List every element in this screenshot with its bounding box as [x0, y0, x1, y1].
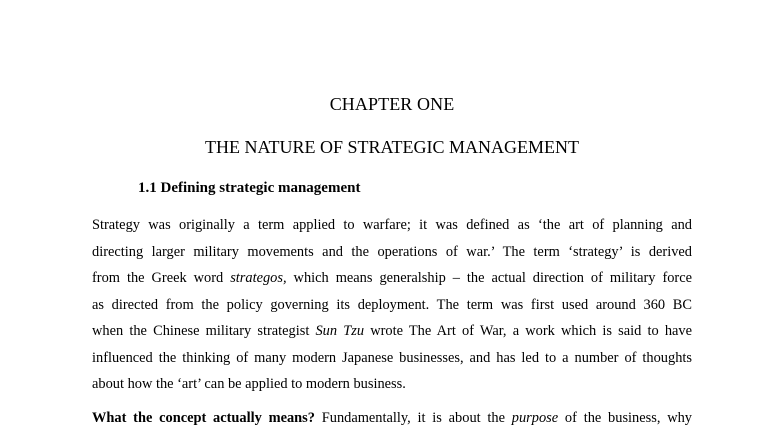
italic-name-sun-tzu: Sun Tzu [315, 323, 365, 339]
bold-lead-question: What the concept actually means? [92, 410, 315, 426]
paragraph-line: about how the ‘art’ can be applied to modern business. [92, 376, 406, 392]
section-heading: 1.1 Defining strategic management [138, 180, 361, 196]
paragraph-line [92, 405, 692, 432]
paragraph-line [92, 265, 692, 292]
body-paragraph-1 [92, 212, 692, 398]
paragraph-line: Strategy was originally a term applied to warfare; it was defined as ‘the art of planning and [92, 217, 692, 233]
italic-term-strategos: strategos, [230, 270, 287, 286]
paragraph-line: influenced the thinking of many modern Japanese businesses, and has led to a number of thoughts [92, 349, 692, 366]
text-run: when the Chinese military strategist [92, 323, 316, 339]
paragraph-line [92, 318, 692, 345]
text-run: wrote The Art of War, a work which is said to have [364, 323, 692, 339]
chapter-heading: CHAPTER ONE [329, 94, 455, 114]
text-run: of the business, why [558, 410, 692, 426]
body-paragraph-2 [92, 405, 692, 432]
text-run: Fundamentally, it is about the [314, 410, 512, 426]
text-run: which means generalship – the actual direction of military force [286, 270, 692, 286]
text-run: from the Greek word [92, 270, 231, 286]
paragraph-line: as directed from the policy governing its deployment. The term was first used around 360 BC [92, 296, 692, 313]
italic-term-purpose: purpose [511, 410, 559, 426]
chapter-title: THE NATURE OF STRATEGIC MANAGEMENT [205, 137, 579, 157]
paragraph-line: directing larger military movements and the operations of war.’ The term ‘strategy’ is derived [92, 243, 692, 260]
